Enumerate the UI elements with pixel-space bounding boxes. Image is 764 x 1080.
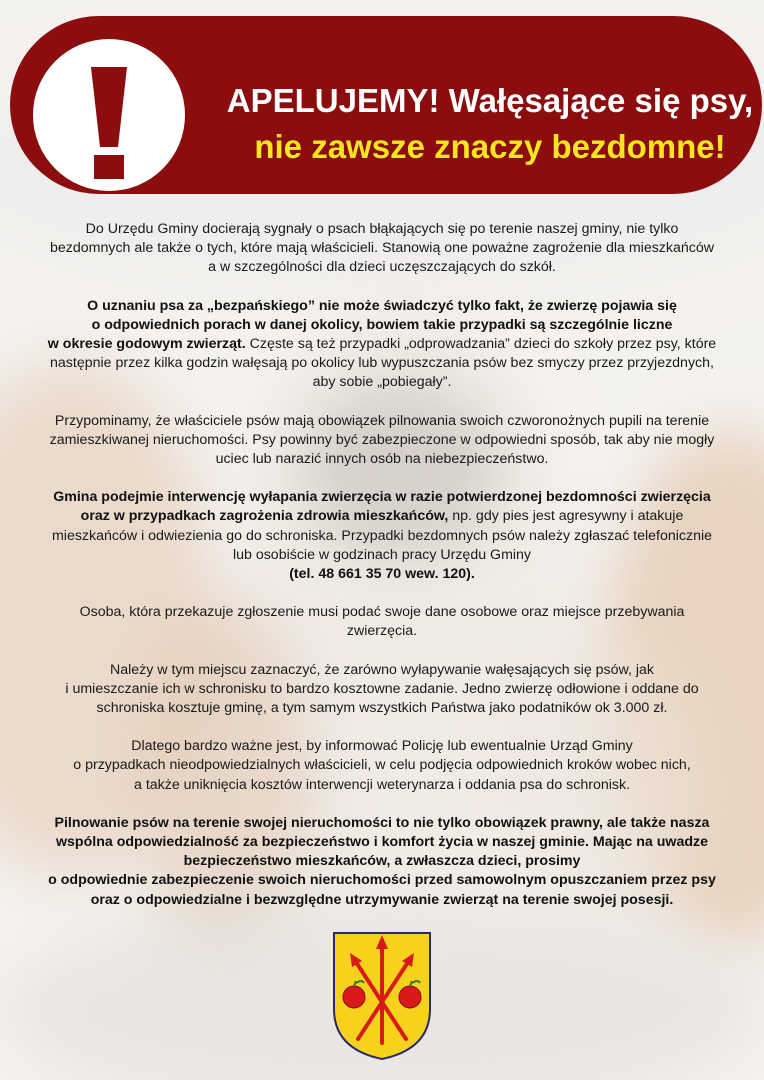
text-line-bold: Gmina podejmie interwencję wyłapania zwierzęcia w razie potwierdzonej bezdomności zwierzęcia <box>53 489 711 506</box>
text-line: Przypominamy, że właściciele psów mają obowiązek pilnowania swoich czworonożnych pupili na terenie <box>54 412 710 429</box>
text-line: i umieszczanie ich w schronisku to bardzo kosztowne zadanie. Jedno zwierzę odłowione i oddane do <box>65 680 699 697</box>
paragraph-4 <box>24 488 740 584</box>
paragraph-6 <box>24 661 740 719</box>
text-line: Częste są też przypadki „odprowadzania” dzieci do szkoły przez psy, które <box>245 336 717 353</box>
announcement-body <box>24 220 740 929</box>
text-line-bold: oraz w przypadkach zagrożenia zdrowia mieszkańców, <box>80 508 449 525</box>
paragraph-8 <box>24 814 740 910</box>
paragraph-1 <box>24 220 740 278</box>
text-line: schroniska kosztuje gminę, a tym samym wszystkich Państwa jako podatników ok 3.000 zł. <box>96 700 668 717</box>
text-line-bold: O uznaniu psa za „bezpańskiego” nie może świadczyć tylko fakt, że zwierzę pojawia się <box>87 297 677 314</box>
title-line-1: APELUJEMY! Wałęsające się psy, <box>226 82 754 119</box>
text-line: bezdomnych ale także o tych, które mają właścicieli. Stanowią one poważne zagrożenie dla mieszkańców <box>50 240 714 257</box>
text-line: Osoba, która przekazuje zgłoszenie musi podać swoje dane osobowe oraz miejsce przebywania <box>79 604 685 621</box>
text-line: Należy w tym miejscu zaznaczyć, że zarówno wyłapywanie wałęsających się psów, jak <box>109 661 655 678</box>
text-line-bold: o odpowiednie zabezpieczenie swoich nieruchomości przed samowolnym opuszczaniem przez psy <box>48 872 716 889</box>
exclamation-icon <box>33 39 185 191</box>
text-line: Dlatego bardzo ważne jest, by informować Policję lub ewentualnie Urząd Gminy <box>131 738 633 755</box>
text-line-bold: Pilnowanie psów na terenie swojej nieruchomości to nie tylko obowiązek prawny, ale także nasza <box>54 814 710 831</box>
paragraph-3 <box>24 412 740 470</box>
text-line: następnie przez kilka godzin wałęsają po okolicy lub wypuszczania psów bez smyczy przez przyjezdnych, <box>50 355 714 372</box>
phone-number: (tel. 48 661 35 70 wew. 120). <box>289 566 475 583</box>
text-line: a także uniknięcia kosztów interwencji weterynarza i oddania psa do schronisk. <box>133 776 631 793</box>
text-line-bold: oraz o odpowiedzialne i bezwzględne utrzymywanie zwierząt na terenie swojej posesji. <box>90 891 674 908</box>
text-line: uciec lub narazić innych osób na niebezpieczeństwo. <box>215 451 549 468</box>
paragraph-2 <box>24 297 740 393</box>
text-line-bold: o odpowiednich porach w danej okolicy, bowiem takie przypadki są szczególnie liczne <box>91 316 673 333</box>
text-line: Do Urzędu Gminy docierają sygnały o psach błąkających się po terenie naszej gminy, nie tylko <box>85 221 679 237</box>
text-line: o przypadkach nieodpowiedzialnych właścicieli, w celu podjęcia odpowiednich kroków wobec nich, <box>73 757 691 774</box>
alert-badge <box>33 39 185 191</box>
text-line: zwierzęcia. <box>346 623 418 640</box>
text-line: aby sobie „pobiegały”. <box>312 374 452 391</box>
text-line-bold: wspólna odpowiedzialność za bezpieczeństwo i komfort życia w naszej gminie. Mając na uwadze <box>56 834 708 851</box>
text-line: a w szczególności dla dzieci uczęszczających do szkół. <box>208 259 556 276</box>
paragraph-5 <box>24 603 740 641</box>
coat-of-arms-icon <box>332 931 432 1061</box>
header-banner <box>10 16 762 194</box>
title-line-2: nie zawsze znaczy bezdomne! <box>254 128 726 165</box>
text-line-bold: bezpieczeństwo mieszkańców, a zwłaszcza dzieci, prosimy <box>183 853 581 870</box>
text-line-bold: w okresie godowym zwierząt. <box>47 336 246 353</box>
text-line: mieszkańców i odwiezienia go do schroniska. Przypadki bezdomnych psów należy zgłaszać telefonicznie <box>51 527 713 544</box>
text-line: np. gdy pies jest agresywny i atakuje <box>448 508 684 525</box>
text-line: lub osobiście w godzinach pracy Urzędu Gminy <box>232 546 532 563</box>
text-line: zamieszkiwanej nieruchomości. Psy powinny być zabezpieczone w odpowiedni sposób, tak aby nie mogły <box>49 431 715 448</box>
paragraph-7 <box>24 737 740 795</box>
